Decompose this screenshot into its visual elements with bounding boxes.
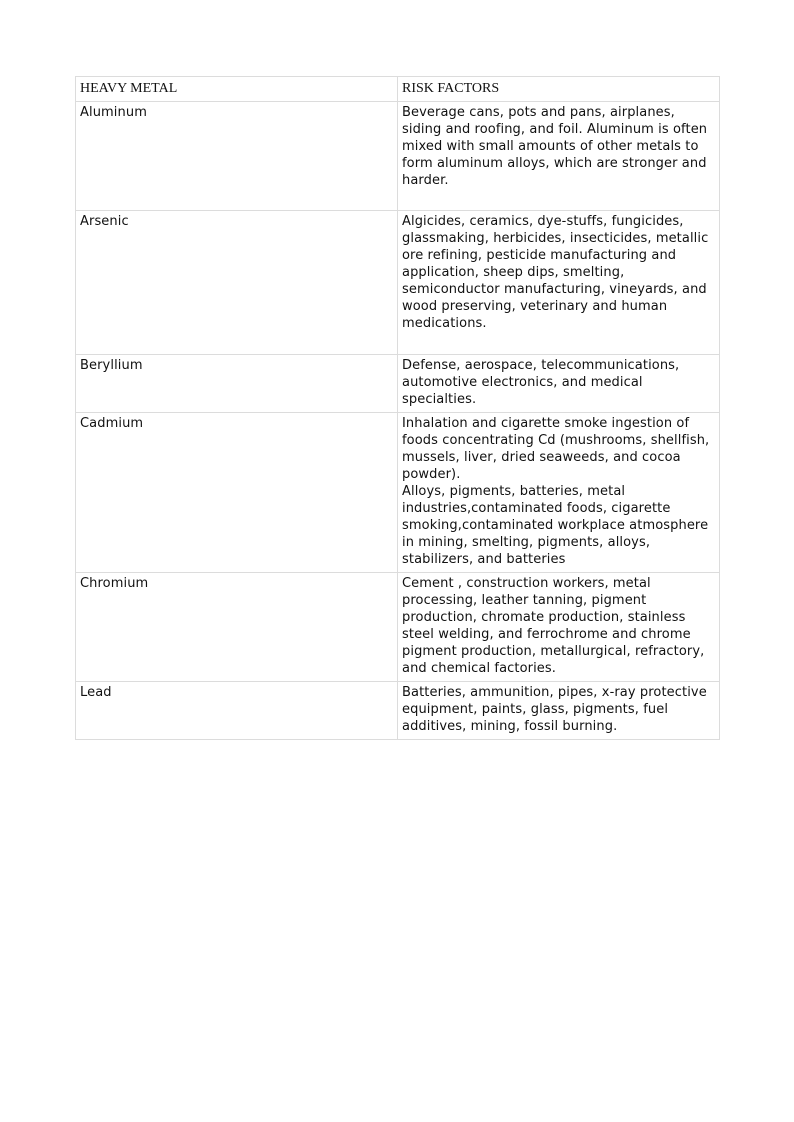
metal-name-cell: Cadmium — [76, 413, 398, 573]
metal-name-cell: Beryllium — [76, 355, 398, 413]
table-row — [76, 682, 720, 740]
table-row — [76, 102, 720, 211]
table-row — [76, 413, 720, 573]
risk-factors-cell — [398, 413, 720, 573]
header-heavy-metal: HEAVY METAL — [76, 77, 398, 102]
risk-factors-cell — [398, 573, 720, 682]
table-row — [76, 211, 720, 355]
risk-factors-cell — [398, 102, 720, 211]
table-row — [76, 573, 720, 682]
risk-factors-text: Cement , construction workers, metal processing, leather tanning, pigment production, chromate production, stainless steel welding, and ferrochrome and chrome pigment production, metallurgical, refractory, and chemical factories. — [402, 576, 705, 676]
heavy-metal-risk-table — [75, 76, 720, 740]
metal-name-cell: Lead — [76, 682, 398, 740]
risk-factors-text: Batteries, ammunition, pipes, x-ray protective equipment, paints, glass, pigments, fuel additives, mining, fossil burning. — [402, 685, 707, 734]
metal-name-cell: Aluminum — [76, 102, 398, 211]
metal-name-cell: Arsenic — [76, 211, 398, 355]
metal-name-cell: Chromium — [76, 573, 398, 682]
risk-factors-cell — [398, 682, 720, 740]
risk-factors-text: Algicides, ceramics, dye-stuffs, fungicides, glassmaking, herbicides, insecticides, metallic ore refining, pesticide manufacturing and application, sheep dips, smelting, semiconductor manufacturing, vineyards, and wood preserving, veterinary and human medications. — [402, 214, 709, 331]
table-row — [76, 355, 720, 413]
risk-factors-text: Beverage cans, pots and pans, airplanes, siding and roofing, and foil. Aluminum is often mixed with small amounts of other metals to form aluminum alloys, which are stronger and harder. — [402, 105, 708, 188]
risk-factors-cell — [398, 355, 720, 413]
risk-factors-cell — [398, 211, 720, 355]
risk-factors-text: Defense, aerospace, telecommunications, automotive electronics, and medical specialties. — [402, 358, 680, 407]
table-header-row — [76, 77, 720, 102]
risk-factors-text: Alloys, pigments, batteries, metal industries,contaminated foods, cigarette smoking,contaminated workplace atmosphere in mining, smelting, pigments, alloys, stabilizers, and batteries — [402, 484, 709, 567]
risk-factors-text: Inhalation and cigarette smoke ingestion of foods concentrating Cd (mushrooms, shellfish, mussels, liver, dried seaweeds, and cocoa powder). — [402, 416, 710, 482]
header-risk-factors: RISK FACTORS — [398, 77, 720, 102]
